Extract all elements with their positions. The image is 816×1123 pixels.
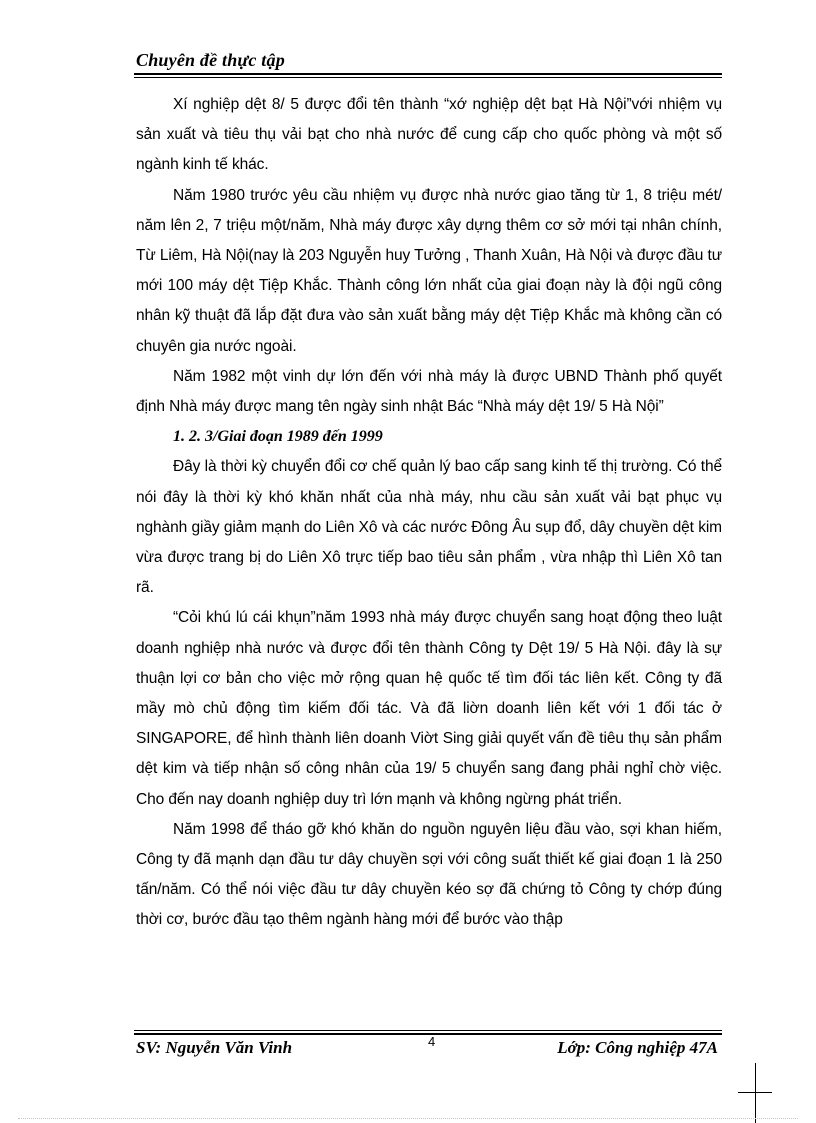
header-rule-thick	[134, 73, 722, 75]
footer-rule-thin	[134, 1030, 722, 1031]
section-heading: 1. 2. 3/Giai đoạn 1989 đến 1999	[173, 428, 383, 446]
header-title: Chuyên đề thực tập	[136, 50, 285, 70]
page-number: 4	[428, 1034, 436, 1049]
page-edge-dotted-line	[18, 1118, 798, 1119]
paragraph-2: Năm 1980 trước yêu cầu nhiệm vụ được nhà nước giao tăng từ 1, 8 triệu mét/ năm lên 2, 7 triệu một/năm, Nhà máy được xây dựng thêm cơ sở mới tại nhân chính, Từ Liêm, Hà Nội(nay là 203 Nguyễn huy Tưởng , Thanh Xuân, Hà Nội và được đầu tư mới 100 máy dệt Tiệp Khắc. Thành công lớn nhất của giai đoạn này là đội ngũ công nhân kỹ thuật đã lắp đặt đưa vào sản xuất bằng máy dệt Tiệp Khắc mà không cần có chuyên gia nước ngoài.	[136, 186, 722, 355]
paragraph-1: Xí nghiệp dệt 8/ 5 được đổi tên thành “xớ nghiệp dệt bạt Hà Nội”với nhiệm vụ sản xuất và tiêu thụ vải bạt cho nhà nước để cung cấp cho quốc phòng và một số ngành kinh tế khác.	[136, 96, 722, 174]
paragraph-5: “Cỏi khú lú cái khụn”năm 1993 nhà máy được chuyển sang hoạt động theo luật doanh nghiệp nhà nước và được đổi tên thành Công ty Dệt 19/ 5 Hà Nội. đây là sự thuận lợi cơ bản cho việc mở rộng quan hệ quốc tế tìm đối tác liên kết. Công ty đã mầy mò chủ động tìm kiếm đối tác. Và đã liờn doanh liên kết với 1 đối tác ở SINGAPORE, để hình thành liên doanh Viờt Sing giải quyết vấn đề tiêu thụ sản phẩm dệt kim và tiếp nhận số công nhân của 19/ 5 chuyển sang đang phải nghỉ chờ việc. Cho đến nay doanh nghiệp duy trì lớn mạnh và không ngừng phát triển.	[136, 609, 722, 808]
crop-mark-vertical	[755, 1063, 756, 1123]
header-rule-thin	[134, 77, 722, 78]
page-header	[134, 48, 722, 78]
paragraph-3: Năm 1982 một vinh dự lớn đến với nhà máy là được UBND Thành phố quyết định Nhà máy được mang tên ngày sinh nhật Bác “Nhà máy dệt 19/ 5 Hà Nội”	[136, 367, 722, 416]
footer-class-name: Lớp: Công nghiệp 47A	[557, 1038, 718, 1057]
page-footer	[134, 1030, 722, 1070]
footer-student-name: SV: Nguyễn Văn Vinh	[136, 1038, 293, 1057]
crop-mark-horizontal	[738, 1092, 772, 1093]
paragraph-6: Năm 1998 để tháo gỡ khó khăn do nguồn nguyên liệu đầu vào, sợi khan hiếm, Công ty đã mạnh dạn đầu tư dây chuyền sợi với công suất thiết kế giai đoạn 1 là 250 tấn/năm. Có thể nói việc đầu tư dây chuyền kéo sợ đã chứng tỏ Công ty chớp đúng thời cơ, bước đầu tạo thêm ngành hàng mới để bước vào thập	[136, 820, 722, 929]
paragraph-4: Đây là thời kỳ chuyển đổi cơ chế quản lý bao cấp sang kinh tế thị trường. Có thể nói đây là thời kỳ khó khăn nhất của nhà máy, nhu cầu sản xuất vải bạt phục vụ nghành giầy giảm mạnh do Liên Xô và các nước Đông Âu sụp đổ, dây chuyền dệt kim vừa được trang bị do Liên Xô trực tiếp bao tiêu sản phẩm , vừa nhập thì Liên Xô tan rã.	[136, 458, 722, 597]
body-text	[136, 90, 722, 936]
